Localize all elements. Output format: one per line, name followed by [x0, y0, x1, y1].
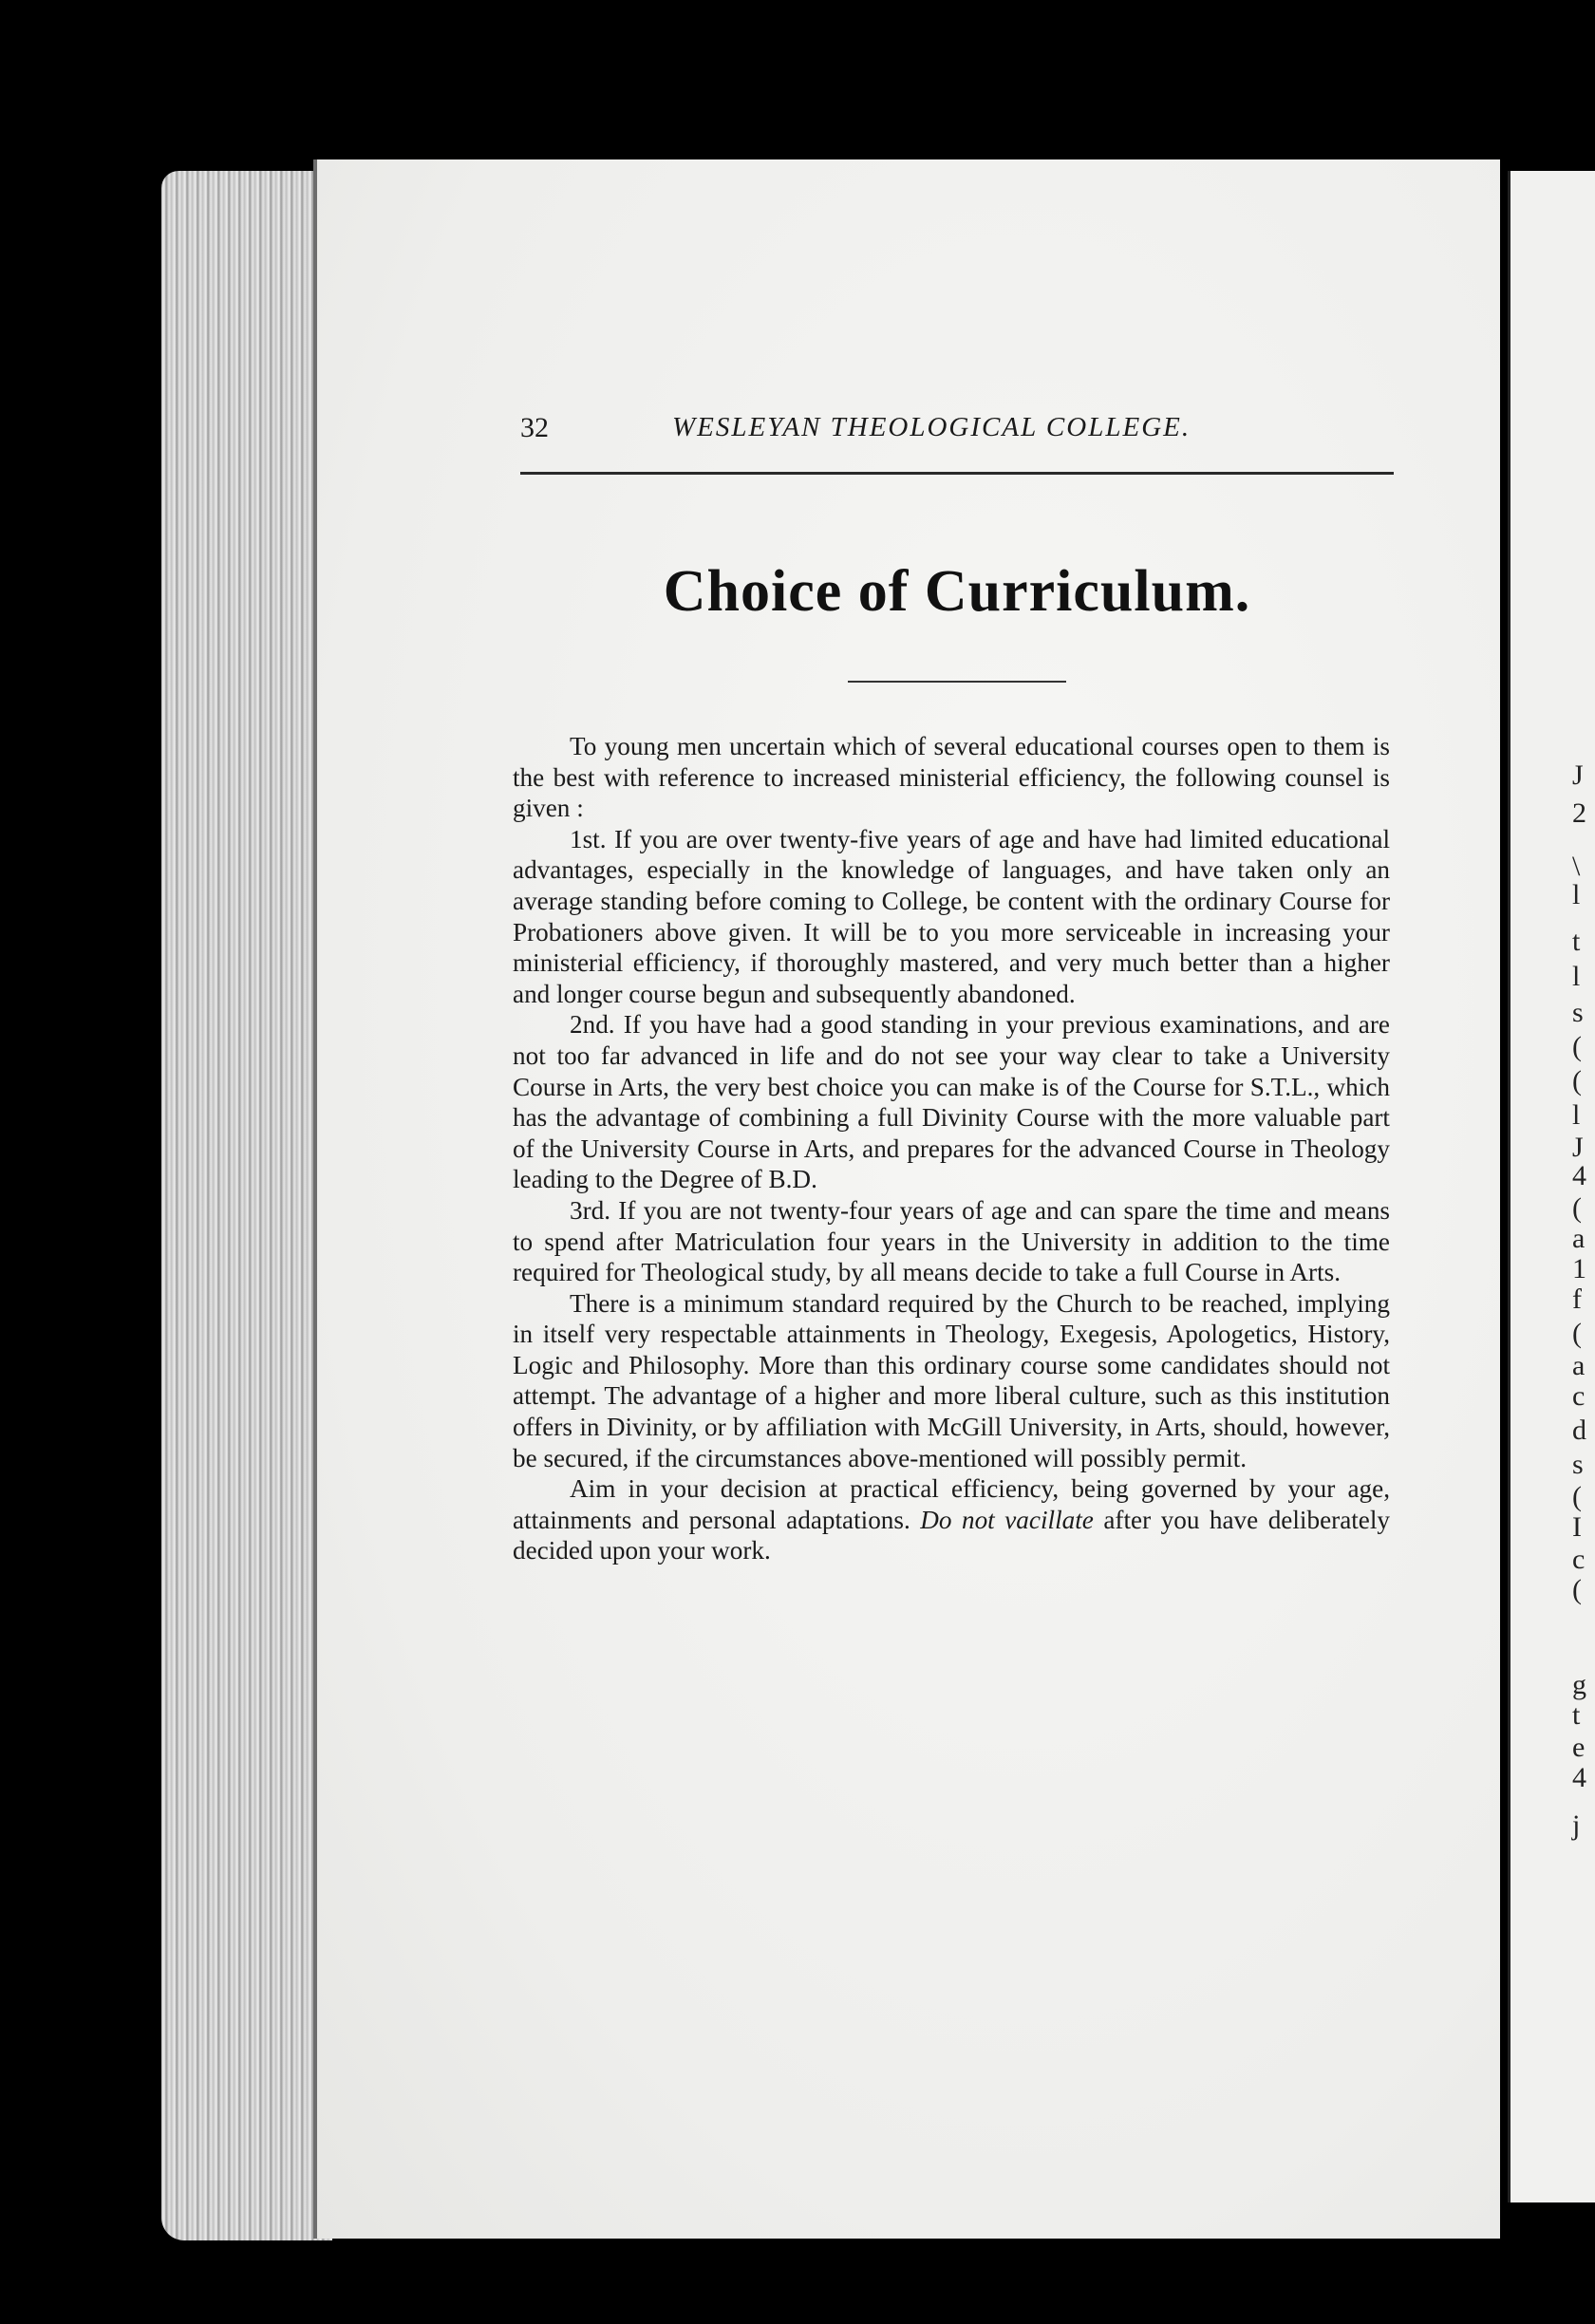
paragraph-intro: To young men uncertain which of several educational courses open to them is the best with reference to increased ministerial efficiency, the following counsel is given : — [513, 732, 1390, 823]
facing-page-mark: t — [1572, 926, 1581, 957]
facing-page-mark: ( — [1572, 1481, 1582, 1512]
facing-page-mark: g — [1572, 1669, 1586, 1700]
facing-page-mark: c — [1572, 1380, 1586, 1412]
paragraph-second: 2nd. If you have had a good standing in your previous examinations, and are not too far advanced in life and do not see your way clear to take a University Course in Arts, the very best choice you can make is of the Course for S.T.L., which has the advantage of combining a full Divinity Course with the more valuable part of the University Course in Arts, and prepares for the advanced Course in Theology leading to the Degree of B.D. — [513, 1010, 1390, 1194]
facing-page-mark: t — [1572, 1699, 1581, 1731]
facing-page-mark: l — [1572, 961, 1581, 992]
facing-page-mark: l — [1572, 1099, 1581, 1131]
paragraph-minimum-standard: There is a minimum standard required by the Church to be reached, implying in itself very respectable attainments in Theology, Exegesis, Apologetics, History, Logic and Philosophy. More than this ordinary course some candidates should not attempt. The advantage of a higher and more liberal culture, such as this institution offers in Divinity, or by affiliation with McGill University, in Arts, should, however, be secured, if the circumstances above-mentioned will possibly permit. — [513, 1288, 1390, 1472]
facing-page-mark: s — [1572, 1449, 1584, 1480]
aim-text-end: after you have deliberately decided upon your work. — [513, 1505, 1391, 1565]
facing-page-mark: J — [1572, 1132, 1584, 1163]
facing-page-mark: ( — [1572, 1065, 1582, 1096]
body-text — [513, 731, 1390, 1566]
facing-page-mark: a — [1572, 1223, 1586, 1254]
aim-text-start: Aim in your decision at practical efficiency, being governed by your age, attainments and personal adaptations. — [513, 1474, 1390, 1534]
facing-page-mark: f — [1572, 1284, 1582, 1315]
paragraph-third: 3rd. If you are not twenty-four years of age and can spare the time and means to spend after Matriculation four years in the University in addition to the time required for Theological study, by all means decide to take a full Course in Arts. — [513, 1195, 1390, 1287]
facing-page-mark: l — [1572, 879, 1581, 910]
paragraph-first: 1st. If you are over twenty-five years of age and have had limited educational advantages, especially in the knowledge of languages, and have taken only an average standing before coming to College, be content with the ordinary Course for Probationers above given. It will be to you more serviceable in increasing your ministerial efficiency, if thoroughly mastered, and very much better than a higher and longer course begun and subsequently abandoned. — [513, 824, 1390, 1008]
facing-page-mark: ( — [1572, 1192, 1582, 1224]
facing-page-mark: 4 — [1572, 1762, 1586, 1793]
facing-page-mark: j — [1572, 1809, 1581, 1841]
facing-page-mark: ( — [1572, 1031, 1582, 1062]
facing-page-mark: I — [1572, 1511, 1582, 1543]
book-page-edges — [161, 171, 332, 2240]
facing-page-mark: c — [1572, 1544, 1586, 1575]
facing-page-mark: \ — [1572, 851, 1581, 882]
running-title: WESLEYAN THEOLOGICAL COLLEGE. — [672, 412, 1192, 442]
page-gutter-edge — [313, 159, 317, 2239]
facing-page-mark: 1 — [1572, 1253, 1586, 1284]
facing-page-mark: d — [1572, 1415, 1586, 1446]
facing-page-mark: ( — [1572, 1318, 1582, 1349]
facing-page-mark: a — [1572, 1350, 1586, 1381]
header-rule — [520, 472, 1394, 475]
facing-page-mark: e — [1572, 1732, 1586, 1763]
facing-page-marks — [1572, 759, 1595, 1899]
page-number: 32 — [520, 412, 549, 443]
facing-page-mark: ( — [1572, 1574, 1582, 1605]
paragraph-aim — [513, 1473, 1390, 1566]
section-title: Choice of Curriculum. — [663, 559, 1251, 624]
facing-page-mark: 4 — [1572, 1160, 1586, 1191]
aim-emphasis: Do not vacillate — [920, 1505, 1094, 1534]
facing-page-mark: 2 — [1572, 797, 1586, 829]
page-header — [520, 412, 1394, 471]
facing-page-mark: s — [1572, 997, 1584, 1028]
facing-page-mark: J — [1572, 759, 1584, 791]
title-rule — [848, 681, 1066, 683]
